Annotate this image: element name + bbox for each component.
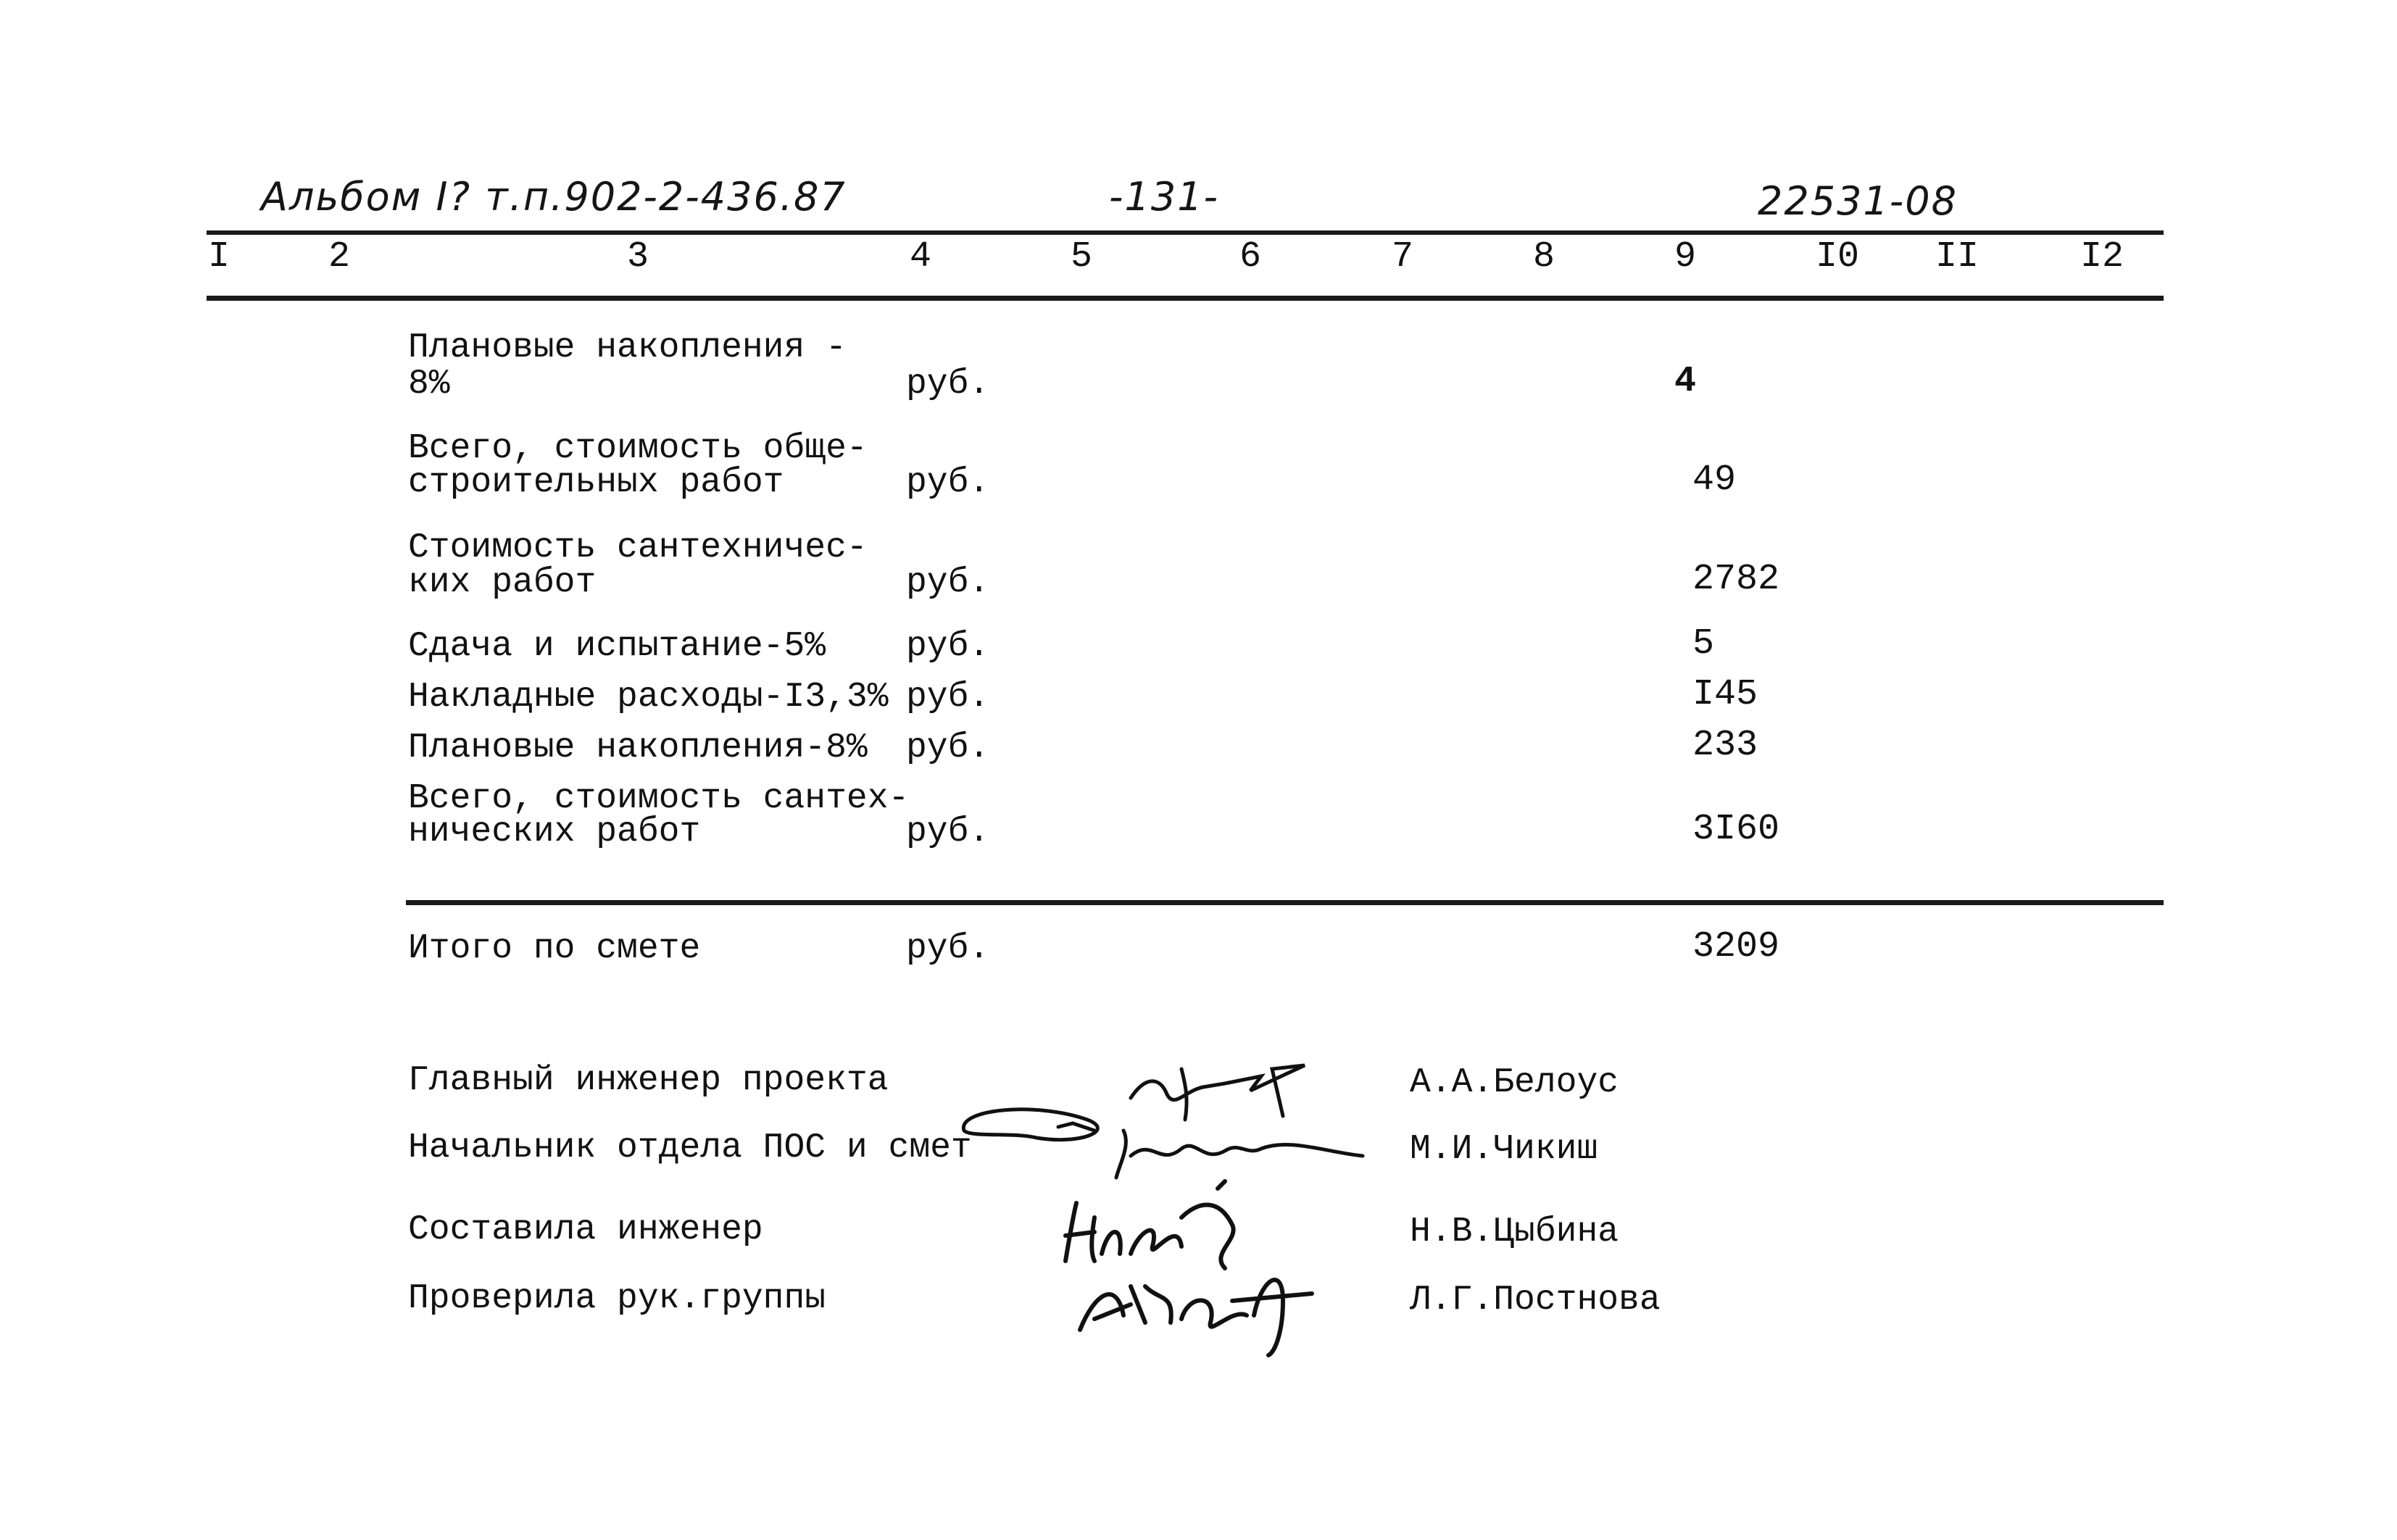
- row-label: Накладные расходы-I3,3%: [408, 678, 889, 717]
- signature-role: Составила инженер: [408, 1210, 763, 1249]
- signature-scribble-department-head: [950, 1087, 1370, 1181]
- row-label: Всего, стоимость обще-: [408, 429, 868, 468]
- signature-name: М.И.Чикиш: [1410, 1130, 1598, 1169]
- header-top-rule: [207, 230, 2164, 235]
- row-label: Всего, стоимость сантех-: [408, 779, 910, 818]
- column-number: 2: [328, 236, 351, 278]
- row-label: Сдача и испытание-5%: [408, 627, 826, 666]
- column-number: 7: [1391, 236, 1414, 278]
- row-value: 233: [1692, 725, 1758, 766]
- header-bottom-rule: [207, 296, 2164, 301]
- album-reference: Альбом I? т.п.902-2-436.87: [261, 174, 847, 220]
- row-value: I45: [1692, 674, 1758, 715]
- column-number: 3: [626, 236, 649, 278]
- column-number: I: [207, 236, 230, 278]
- row-label: Плановые накопления-8%: [408, 728, 868, 767]
- signature-name: Н.В.Цыбина: [1410, 1212, 1619, 1252]
- column-number: I0: [1815, 236, 1860, 278]
- column-number: 4: [909, 236, 932, 278]
- signature-name: А.А.Белоус: [1410, 1063, 1619, 1102]
- signature-role: Начальник отдела ПОС и смет: [408, 1128, 972, 1168]
- column-number: I2: [2080, 236, 2124, 278]
- row-label: строительных работ: [408, 463, 784, 502]
- row-value: 3I60: [1692, 809, 1780, 850]
- page-number: -131-: [1109, 174, 1220, 220]
- row-label: ких работ: [408, 563, 597, 602]
- total-label: Итого по смете: [408, 929, 701, 968]
- total-unit: руб.: [906, 929, 990, 968]
- row-unit: руб.: [906, 812, 990, 852]
- document-code: 22531-08: [1758, 178, 1958, 224]
- row-value: 4: [1674, 361, 1697, 402]
- row-unit: руб.: [906, 728, 990, 767]
- row-unit: руб.: [906, 463, 990, 502]
- row-unit: руб.: [906, 563, 990, 602]
- signature-name: Л.Г.Постнова: [1410, 1281, 1661, 1320]
- column-number: 8: [1532, 236, 1555, 278]
- signature-role: Главный инженер проекта: [408, 1061, 889, 1100]
- row-unit: руб.: [906, 627, 990, 666]
- row-value: 2782: [1692, 559, 1780, 600]
- row-label: Плановые накопления -: [408, 328, 847, 367]
- row-value: 5: [1692, 623, 1715, 665]
- column-number: 5: [1070, 236, 1093, 278]
- row-unit: руб.: [906, 365, 990, 404]
- signature-role: Проверила рук.группы: [408, 1279, 826, 1318]
- row-unit: руб.: [906, 678, 990, 717]
- row-label: Стоимость сантехничес-: [408, 528, 868, 567]
- column-number: 9: [1674, 236, 1697, 278]
- column-number: II: [1935, 236, 1980, 278]
- row-value: 49: [1692, 459, 1737, 501]
- total-value: 3209: [1692, 926, 1780, 967]
- row-label: 8%: [408, 365, 450, 404]
- signature-scribble-group-leader: [1065, 1250, 1326, 1359]
- total-separator: [406, 900, 2164, 905]
- row-label: нических работ: [408, 812, 701, 852]
- column-number: 6: [1239, 236, 1262, 278]
